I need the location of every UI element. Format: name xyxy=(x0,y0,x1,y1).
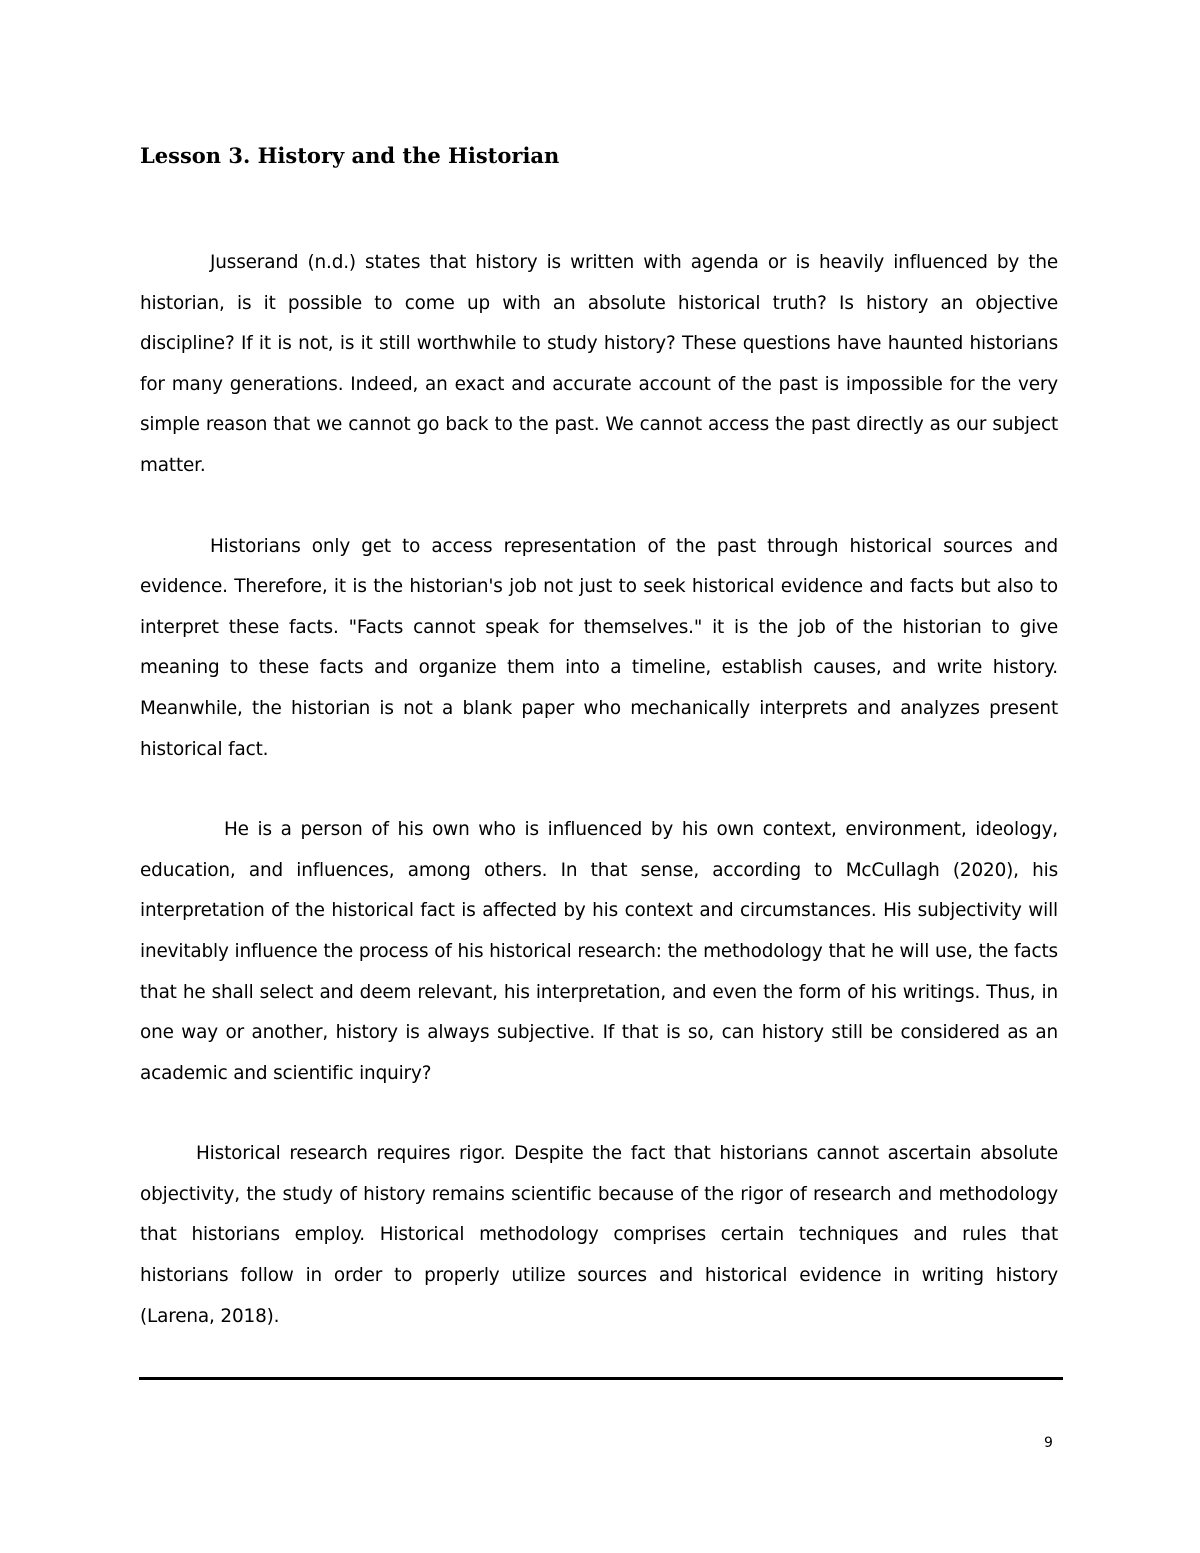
paragraph-jusserand: Jusserand (n.d.) states that history is written with agenda or is heavily influenced by the historian, is it possible to come up with an absolute historical truth? Is history an objective discipline? If it is not, is it still worthwhile to study history? These questions have haunted historians for many generations. Indeed, an exact and accurate account of the past is impossible for the very simple reason that we cannot go back to the past. We cannot access the past directly as our subject matter. xyxy=(140,252,1058,476)
document-body xyxy=(140,243,1058,1337)
paragraph-historian-context: He is a person of his own who is influenced by his own context, environment, ideology, education, and influences, among others. In that sense, according to McCullagh (2020), his interpretation of the historical fact is affected by his context and circumstances. His subjectivity will inevitably influence the process of his historical research: the methodology that he will use, the facts that he shall select and deem relevant, his interpretation, and even the form of his writings. Thus, in one way or another, history is always subjective. If that is so, can history still be considered as an academic and scientific inquiry? xyxy=(140,819,1058,1084)
paragraph-historical-research: Historical research requires rigor. Despite the fact that historians cannot ascertain absolute objectivity, the study of history remains scientific because of the rigor of research and methodology that historians employ. Historical methodology comprises certain techniques and rules that historians follow in order to properly utilize sources and historical evidence in writing history (Larena, 2018). xyxy=(140,1143,1058,1327)
footer-divider xyxy=(139,1377,1063,1380)
lesson-title: Lesson 3. History and the Historian xyxy=(140,143,560,168)
paragraph-historians-access: Historians only get to access representation of the past through historical sources and evidence. Therefore, it is the historian's job not just to seek historical evidence and facts but also to interpret these facts. "Facts cannot speak for themselves." it is the job of the historian to give meaning to these facts and organize them into a timeline, establish causes, and write history. Meanwhile, the historian is not a blank paper who mechanically interprets and analyzes present historical fact. xyxy=(140,535,1058,760)
page-number: 9 xyxy=(1044,1435,1053,1451)
